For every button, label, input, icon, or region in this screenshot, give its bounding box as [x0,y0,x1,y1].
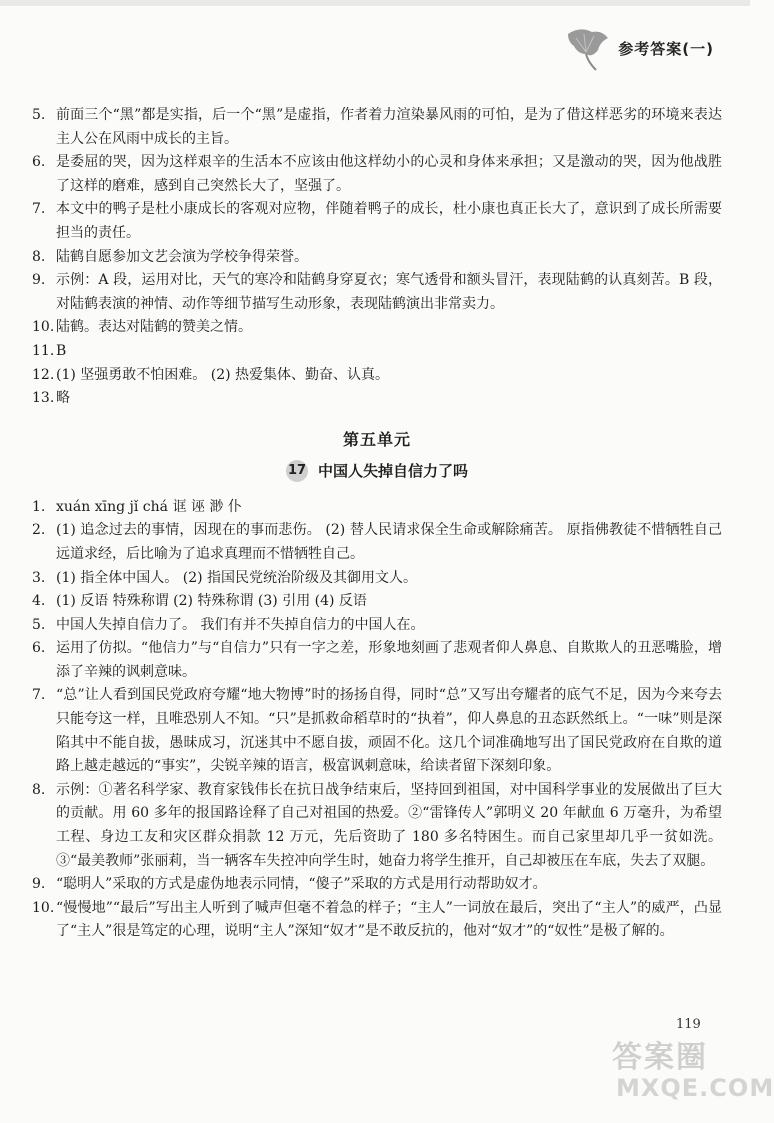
item-number: 9. [32,876,46,893]
answer-item [32,246,722,270]
item-text: (1) 反语 特殊称谓 (2) 特殊称谓 (3) 引用 (4) 反语 [56,593,367,610]
item-number: 7. [32,201,46,218]
item-text: 前面三个“黑”都是实指，后一个“黑”是虚指，作者着力渲染暴风雨的可怕，是为了借这样恶劣的环境来表达主人公在风雨中成长的主旨。 [56,107,722,147]
answer-list-part2 [32,496,722,944]
item-text: “聪明人”采取的方式是虚伪地表示同情，“傻子”采取的方式是用行动帮助奴才。 [56,876,547,893]
item-number: 12. [32,366,55,383]
item-number: 9. [32,272,46,289]
watermark-text: 答案圈 [612,1040,708,1075]
item-number: 6. [32,154,46,171]
answer-item [32,897,722,944]
item-number: 2. [32,522,46,539]
ginkgo-leaf-icon [562,24,614,72]
item-text: (1) 追念过去的事情，因现在的事而悲伤。 (2) 替人民请求保全生命或解除痛苦。 原指佛教徒不惜牺牲自己远道求经，后比喻为了追求真理而不惜牺牲自己。 [56,522,722,562]
item-number: 10. [32,319,55,336]
answer-item [32,104,722,151]
item-number: 7. [32,687,46,704]
item-text: 略 [56,390,70,407]
answer-item [32,151,722,198]
answer-item [32,519,722,566]
item-number: 10. [32,899,55,916]
item-text: 示例：A 段，运用对比，天气的寒冷和陆鹤身穿夏衣；寒气透骨和额头冒汗，表现陆鹤的认真刻苦。B 段，对陆鹤表演的神情、动作等细节描写生动形象，表现陆鹤演出非常卖力。 [56,272,722,312]
item-text: 运用了仿拟。“他信力”与“自信力”只有一字之差，形象地刻画了悲观者仰人鼻息、自欺欺人的丑恶嘴脸，增添了辛辣的讽刺意味。 [56,640,722,680]
answer-item [32,269,722,316]
answer-item [32,614,722,638]
lesson-title: 中国人失掉自信力了吗 [317,462,468,481]
item-number: 1. [32,498,46,515]
item-text: xuán xīng jǐ chá 诓 诬 渺 仆 [56,498,242,515]
item-number: 11. [32,342,55,359]
item-number: 4. [32,593,46,610]
item-number: 6. [32,640,46,657]
item-number: 5. [32,107,46,123]
header-title: 参考答案(一) [618,39,714,58]
answer-item [32,637,722,684]
item-text: 示例：①著名科学家、教育家钱伟长在抗日战争结束后，坚持回到祖国，对中国科学事业的发展做出了巨大的贡献。用 60 多年的报国路诠释了自己对祖国的热爱。②“雷锋传人”郭明义 20 年献血 6 万毫升，为希望工程、身边工友和灾区群众捐款 12 万元，先后资助了 180 多名特困生。而自己家里却几乎一贫如洗。③“最美教师”张丽莉，当一辆客车失控冲向学生时，她奋力将学生推开，自己却被压在车底，失去了双腿。 [56,781,722,869]
answer-item [32,364,722,388]
unit-title: 第五单元 [342,429,411,449]
item-text: B [56,342,67,359]
item-number: 8. [32,248,46,265]
answer-item [32,779,722,873]
item-text: 本文中的鸭子是杜小康成长的客观对应物，伴随着鸭子的成长，杜小康也真正长大了，意识到了成长所需要担当的责任。 [56,201,722,241]
answer-item [32,590,722,614]
item-number: 3. [32,569,46,586]
answer-item [32,340,722,364]
item-text: “慢慢地”“最后”写出主人听到了喊声但毫不着急的样子；“主人”一词放在最后，突出了“主人”的威严，凸显了“主人”很是笃定的心理，说明“主人”深知“奴才”是不敢反抗的，他对“奴才”的“奴性”是极了解的。 [56,899,722,940]
item-text: 中国人失掉自信力了。 我们有并不失掉自信力的中国人在。 [56,616,425,633]
lesson-number-badge: 17 [286,460,308,482]
answer-item [32,873,722,897]
item-text: 陆鹤自愿参加文艺会演为学校争得荣誉。 [56,248,308,265]
lesson-heading [32,460,722,482]
item-number: 5. [32,616,46,633]
item-text: (1) 指全体中国人。 (2) 指国民党统治阶级及其御用文人。 [56,569,418,586]
watermark-url: MXQE.COM [616,1074,774,1102]
answer-item [32,496,722,520]
answer-list-part1 [32,104,722,411]
item-text: “总”让人看到国民党政府夸耀“地大物博”时的扬扬自得，同时“总”又写出夸耀者的底气不足，因为今来夸去只能夸这一样，且唯恐别人不知。“只”是抓救命稻草时的“执着”，仰人鼻息的丑态跃然纸上。“一味”则是深陷其中不能自拔，愚昧成习，沉迷其中不愿自拔，顽固不化。这几个词准确地写出了国民党政府在自欺的道路上越走越远的“事实”，尖锐辛辣的语言，极富讽刺意味，给读者留下深刻印象。 [56,687,722,775]
item-text: 是委屈的哭，因为这样艰辛的生活本不应该由他这样幼小的心灵和身体来承担；又是激动的哭，因为他战胜了这样的磨难，感到自己突然长大了，坚强了。 [56,154,722,194]
watermark-logo [606,1028,774,1114]
item-number: 8. [32,781,46,798]
scan-top-edge [0,0,750,6]
answer-item [32,316,722,340]
page-header [562,28,714,68]
item-number: 13. [32,390,55,407]
answer-item [32,684,722,778]
page-number: 119 [676,1017,701,1032]
answer-item [32,567,722,591]
answer-item [32,198,722,245]
item-text: 陆鹤。表达对陆鹤的赞美之情。 [56,319,252,336]
answer-content [32,104,722,944]
answer-item [32,387,722,411]
item-text: (1) 坚强勇敢不怕困难。 (2) 热爱集体、勤奋、认真。 [56,366,390,383]
